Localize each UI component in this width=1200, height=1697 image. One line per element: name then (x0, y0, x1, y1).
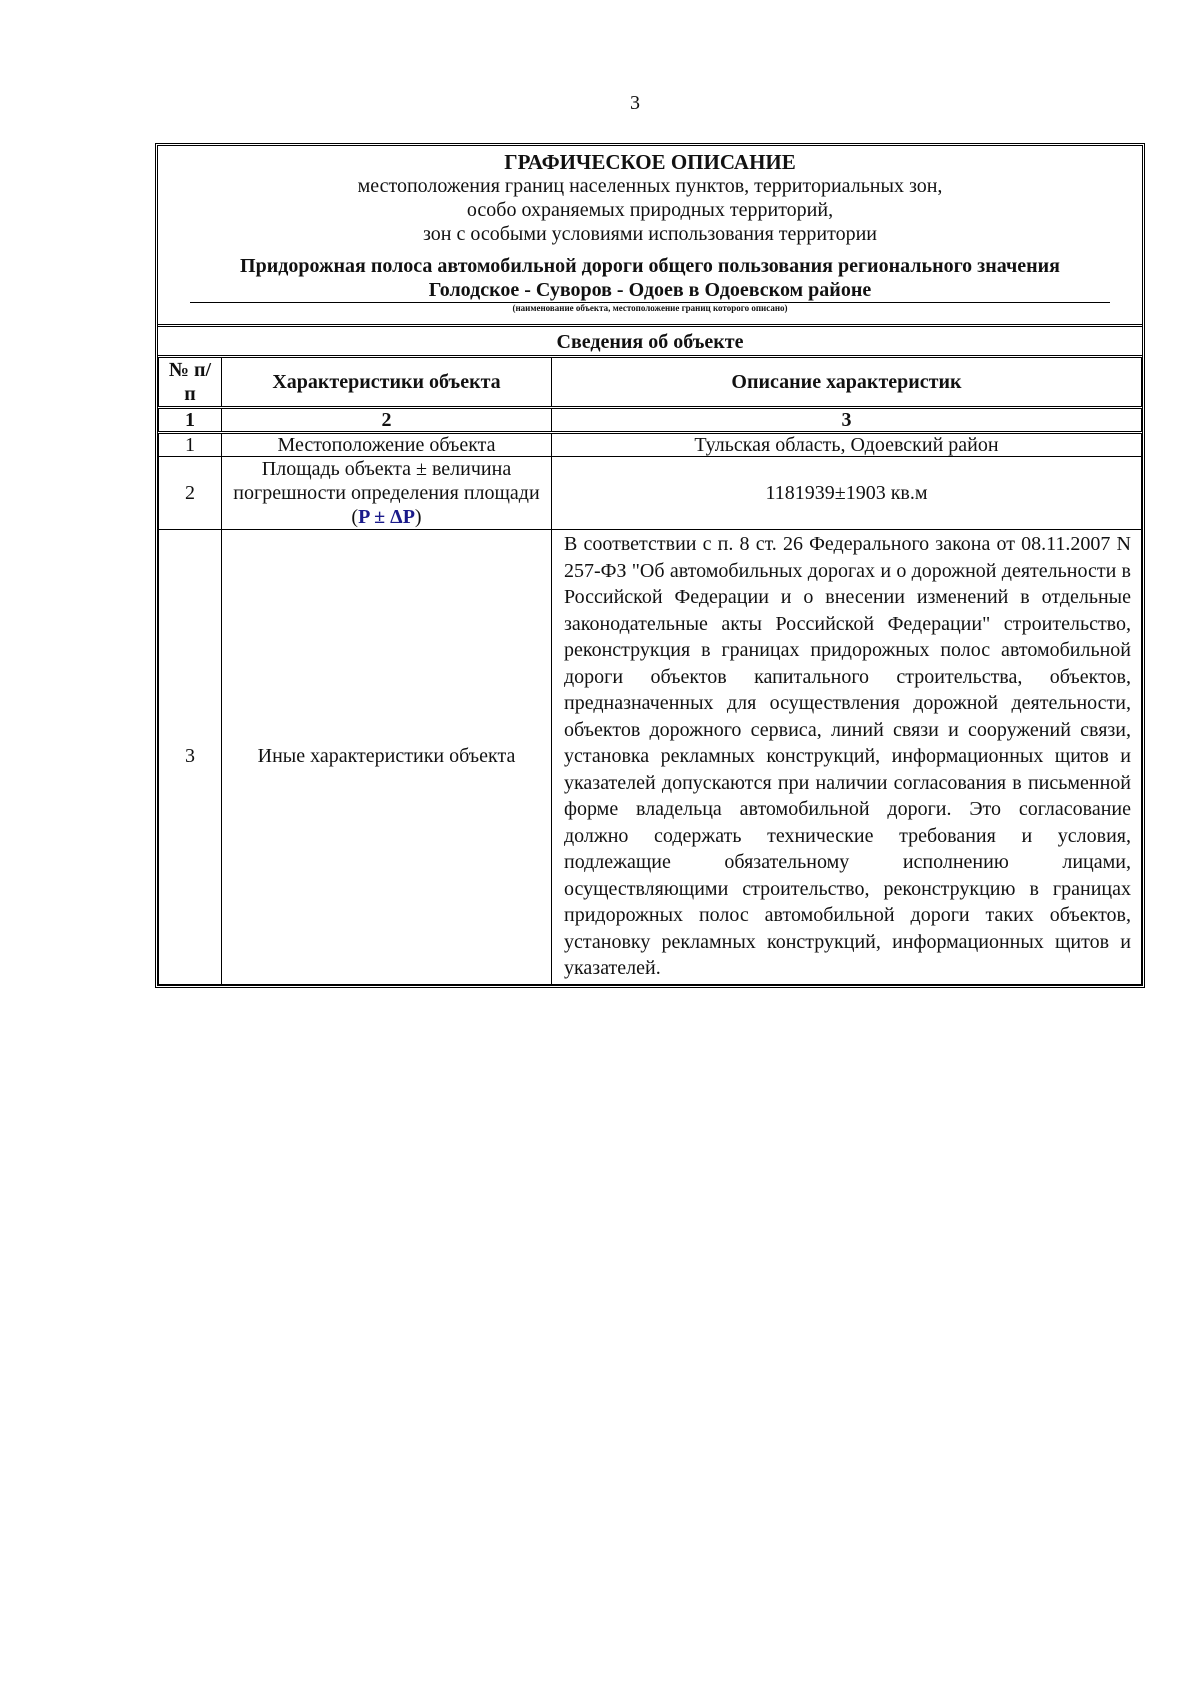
column-number-cell: 3 (552, 408, 1142, 433)
row-characteristic: Иные характеристики объекта (222, 530, 552, 985)
row-description: Тульская область, Одоевский район (552, 433, 1142, 457)
section-title: Сведения об объекте (158, 324, 1142, 355)
header-cell-description: Описание характеристик (552, 357, 1142, 408)
table-header-row (159, 357, 1142, 408)
row-number: 3 (159, 530, 222, 985)
area-formula: P ± ΔP (358, 506, 415, 528)
header-cell-number: № п/п (159, 357, 222, 408)
characteristic-text: Площадь объекта ± величина погрешности определения площади ( (233, 458, 540, 528)
subtitle-line: особо охраняемых природных территорий, (466, 199, 834, 221)
row-description: 1181939±1903 кв.м (552, 457, 1142, 530)
row-number: 1 (159, 433, 222, 457)
document-title: ГРАФИЧЕСКОЕ ОПИСАНИЕ (504, 150, 796, 174)
document-frame (155, 143, 1145, 988)
object-name-line: Голодское - Суворов - Одоев в Одоевском районе (190, 278, 1110, 303)
table-row (159, 530, 1142, 985)
object-info-table (158, 355, 1142, 985)
object-name-hint: (наименование объекта, местоположение границ которого описано) (512, 303, 788, 313)
page-number: 3 (630, 92, 640, 114)
subtitle-line: местоположения границ населенных пунктов, территориальных зон, (357, 175, 943, 197)
row-characteristic (222, 457, 552, 530)
row-description: В соответствии с п. 8 ст. 26 Федерального закона от 08.11.2007 N 257-ФЗ "Об автомобильных дорогах и о дорожной деятельности в Российской Федерации и о внесении изменений в отдельные законодательные акты Российской Федерации" строительство, реконструкция в границах придорожных полос автомобильной дороги объектов капитального строительства, объектов, предназначенных для осуществления дорожной деятельности, объектов дорожного сервиса, линий связи и сооружений связи, установка рекламных конструкций, информационных щитов и указателей допускаются при наличии согласования в письменной форме владельца автомобильной дороги. Это согласование должно содержать технические требования и условия, подлежащие обязательному исполнению лицами, осуществляющими строительство, реконструкцию в границах придорожных полос автомобильной дороги таких объектов, установку рекламных конструкций, информационных щитов и указателей. (552, 530, 1142, 985)
row-number: 2 (159, 457, 222, 530)
row-characteristic: Местоположение объекта (222, 433, 552, 457)
header-cell-characteristic: Характеристики объекта (222, 357, 552, 408)
column-number-cell: 1 (159, 408, 222, 433)
column-number-row (159, 408, 1142, 433)
table-row (159, 433, 1142, 457)
subtitle-line: зон с особыми условиями использования территории (422, 223, 878, 245)
object-name-line: Придорожная полоса автомобильной дороги общего пользования регионального значения (240, 255, 1060, 277)
characteristic-text-end: ) (414, 506, 422, 528)
column-number-cell: 2 (222, 408, 552, 433)
document-header (158, 146, 1142, 324)
table-row (159, 457, 1142, 530)
object-name (178, 254, 1122, 303)
